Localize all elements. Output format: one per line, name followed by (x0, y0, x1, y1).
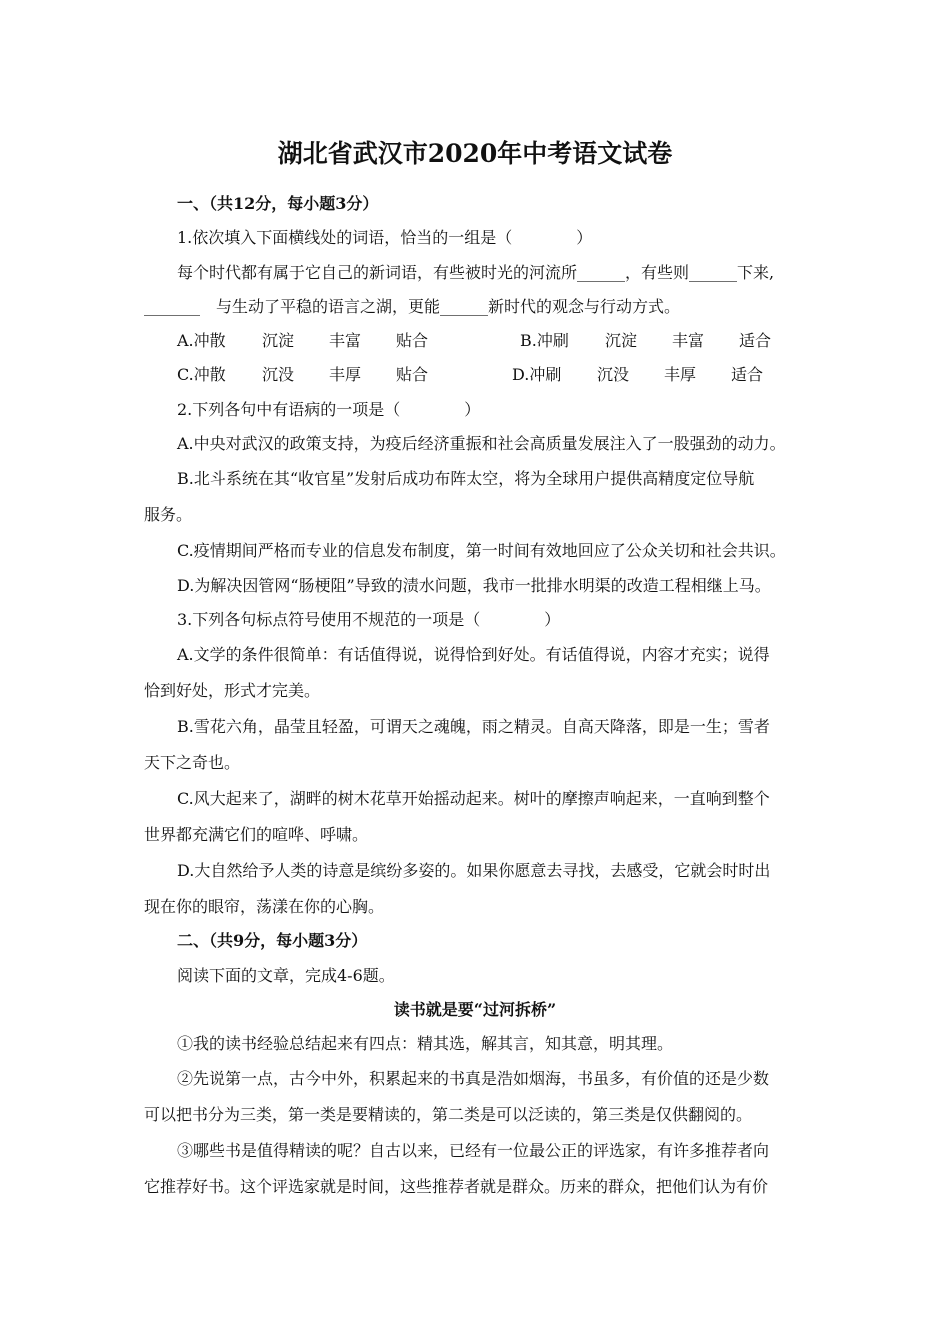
question-1-stem: 1.依次填入下面横线处的词语，恰当的一组是（ ） (177, 228, 593, 247)
q2-option-c: C.疫情期间严格而专业的信息发布制度，第一时间有效地回应了公众关切和社会共识。 (177, 541, 786, 560)
q2-option-b-line-1: B.北斗系统在其“收官星”发射后成功布阵太空，将为全球用户提供高精度定位导航 (177, 469, 755, 488)
q1-option-c-word-3: 丰厚 (329, 365, 362, 384)
article-paragraph-2-line-2: 可以把书分为三类，第一类是要精读的，第二类是可以泛读的，第三类是仅供翻阅的。 (144, 1105, 753, 1124)
q3-option-a-line-2: 恰到好处，形式才完美。 (144, 681, 321, 700)
q1-option-b-word-2: 沉淀 (605, 331, 638, 350)
q3-option-d-line-2: 现在你的眼帘，荡漾在你的心胸。 (144, 897, 385, 916)
q1-option-b-label: B.冲刷 (520, 331, 569, 350)
article-title: 读书就是要“过河拆桥” (393, 1000, 557, 1019)
q1-option-a-word-3: 丰富 (329, 331, 362, 350)
q2-option-b-line-2: 服务。 (144, 505, 193, 524)
question-2-stem: 2.下列各句中有语病的一项是（ ） (177, 400, 481, 419)
section-heading-1: 一、（共12分，每小题3分） (177, 194, 379, 213)
q1-option-d-label: D.冲刷 (512, 365, 562, 384)
question-1-line-2: _______ 与生动了平稳的语言之湖，更能______新时代的观念与行动方式。 (144, 297, 681, 316)
q1-option-a-label: A.冲散 (177, 331, 226, 350)
article-paragraph-2-line-1: ②先说第一点，古今中外，积累起来的书真是浩如烟海，书虽多，有价值的还是少数 (177, 1069, 770, 1088)
q3-option-c-line-2: 世界都充满它们的喧哗、呼啸。 (144, 825, 369, 844)
q1-option-a-word-2: 沉淀 (262, 331, 295, 350)
section-heading-2: 二、（共9分，每小题3分） (177, 931, 368, 950)
question-1-line-1: 每个时代都有属于它自己的新词语，有些被时光的河流所______，有些则______下来, (177, 263, 775, 282)
q3-option-b-line-1: B.雪花六角，晶莹且轻盈，可谓天之魂魄，雨之精灵。自高天降落，即是一生；雪者 (177, 717, 770, 736)
q1-option-d-word-2: 沉没 (597, 365, 630, 384)
article-paragraph-3-line-2: 它推荐好书。这个评选家就是时间，这些推荐者就是群众。历来的群众，把他们认为有价 (144, 1177, 769, 1196)
q3-option-a-line-1: A.文学的条件很简单：有话值得说，说得恰到好处。有话值得说，内容才充实；说得 (177, 645, 770, 664)
reading-intro: 阅读下面的文章，完成4-6题。 (177, 966, 395, 985)
q1-option-d-word-4: 适合 (731, 365, 764, 384)
article-paragraph-1: ①我的读书经验总结起来有四点：精其选，解其言，知其意，明其理。 (177, 1034, 674, 1053)
q3-option-d-line-1: D.大自然给予人类的诗意是缤纷多姿的。如果你愿意去寻找，去感受，它就会时时出 (177, 861, 771, 880)
q1-option-b-word-4: 适合 (739, 331, 772, 350)
q1-option-c-label: C.冲散 (177, 365, 226, 384)
q1-option-c-word-4: 贴合 (396, 365, 429, 384)
q1-option-d-word-3: 丰厚 (664, 365, 697, 384)
q1-option-b-word-3: 丰富 (672, 331, 705, 350)
q3-option-c-line-1: C.风大起来了，湖畔的树木花草开始摇动起来。树叶的摩擦声响起来，一直响到整个 (177, 789, 770, 808)
q2-option-a: A.中央对武汉的政策支持，为疫后经济重振和社会高质量发展注入了一股强劲的动力。 (177, 434, 786, 453)
page-title: 湖北省武汉市2020年中考语文试卷 (277, 139, 673, 168)
q1-option-c-word-2: 沉没 (262, 365, 295, 384)
q2-option-d: D.为解决因管网“肠梗阻”导致的渍水问题，我市一批排水明渠的改造工程相继上马。 (177, 576, 771, 595)
article-paragraph-3-line-1: ③哪些书是值得精读的呢？自古以来，已经有一位最公正的评选家，有许多推荐者向 (177, 1141, 770, 1160)
question-3-stem: 3.下列各句标点符号使用不规范的一项是（ ） (177, 610, 561, 629)
q1-option-a-word-4: 贴合 (396, 331, 429, 350)
q3-option-b-line-2: 天下之奇也。 (144, 753, 241, 772)
